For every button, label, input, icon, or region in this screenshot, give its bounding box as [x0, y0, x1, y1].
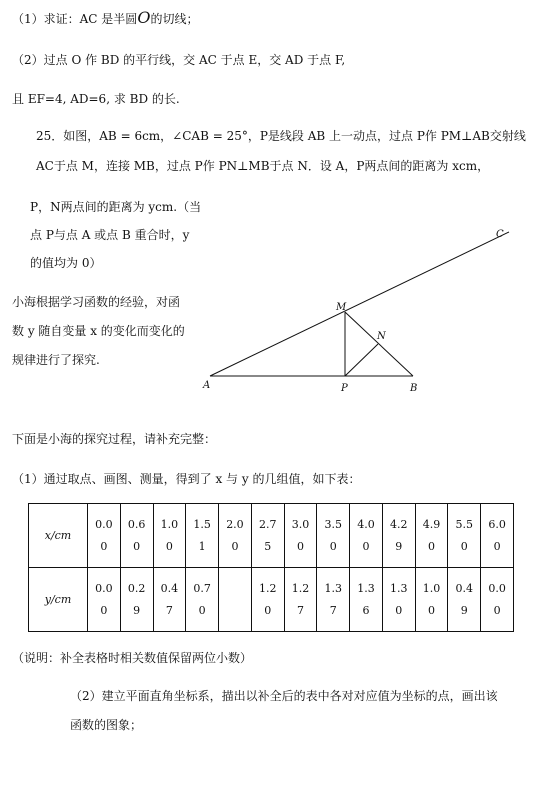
cell-digits-top: 1.3 — [357, 581, 375, 595]
table-cell — [219, 504, 252, 568]
cell-digits-top: 0.4 — [160, 581, 179, 595]
cell-digits-bottom: 6 — [362, 603, 370, 617]
q2-line1: （2）过点 O 作 BD 的平行线，交 AC 于点 E，交 AD 于点 F, — [12, 53, 346, 67]
geometry-figure — [200, 225, 520, 400]
cell-digits-bottom: 0 — [428, 539, 436, 553]
table-cell — [448, 568, 481, 632]
circle-letter: O — [137, 8, 151, 27]
cell-digits-bottom: 7 — [296, 603, 304, 617]
cell-digits-top: 0.0 — [95, 581, 113, 595]
p25-line5: 的值均为 0） — [30, 256, 102, 270]
table-cell — [120, 504, 153, 568]
table-cell — [284, 504, 317, 568]
cell-digits-top: 0.0 — [95, 517, 113, 531]
p25-line8: 规律进行了探究. — [12, 353, 100, 367]
cell-digits-bottom: 7 — [329, 603, 337, 617]
cell-digits-bottom: 5 — [264, 539, 272, 553]
cell-digits-bottom: 0 — [231, 539, 239, 553]
table-cell — [219, 568, 252, 632]
table-cell — [350, 504, 383, 568]
table-row-x — [29, 504, 514, 568]
cell-digits-bottom: 0 — [362, 539, 370, 553]
q1-text: （1）求证：AC 是半圆 — [12, 12, 138, 26]
label-n: N — [377, 331, 386, 342]
table-cell — [415, 504, 448, 568]
cell-digits-top: 2.7 — [258, 517, 277, 531]
p25-line6: 小海根据学习函数的经验，对函 — [12, 295, 181, 309]
q2b-line2: 函数的图象； — [70, 718, 143, 732]
xy-table — [28, 503, 514, 632]
cell-digits-top: 6.0 — [488, 517, 506, 531]
table-cell — [284, 568, 317, 632]
cell-digits-top: 4.9 — [422, 517, 441, 531]
p25-line7: 数 y 随自变量 x 的变化而变化的 — [12, 324, 185, 338]
p25-line3: P，N两点间的距离为 ycm.（当 — [30, 200, 202, 214]
ray-ac — [210, 232, 509, 376]
cell-digits-bottom: 0 — [460, 539, 468, 553]
cell-digits-top: 1.0 — [160, 517, 179, 531]
table-cell — [186, 504, 219, 568]
table-cell — [153, 504, 186, 568]
cell-digits-top: 4.0 — [357, 517, 375, 531]
table-cell — [481, 568, 514, 632]
segment-pn — [345, 344, 378, 376]
label-p: P — [341, 383, 348, 394]
cell-digits-top: 1.5 — [193, 517, 211, 531]
x-header: x/cm — [29, 504, 88, 568]
label-b: B — [410, 383, 418, 394]
cell-digits-bottom: 0 — [100, 539, 108, 553]
cell-digits-bottom: 9 — [395, 539, 403, 553]
p25-line2: AC于点 M，连接 MB，过点 P作 PN⊥MB于点 N．设 A，P两点间的距离为 xcm， — [36, 159, 490, 173]
cell-digits-top: 4.2 — [390, 517, 408, 531]
table-cell — [186, 568, 219, 632]
cell-digits-bottom: 0 — [198, 603, 206, 617]
table-cell — [251, 504, 284, 568]
cell-digits-top: 0.6 — [127, 517, 146, 531]
p25-line1: 25．如图，AB = 6cm，∠CAB = 25°，P是线段 AB 上一动点，过点 P作 PM⊥AB交射线 — [36, 129, 526, 143]
cell-digits-top: 5.5 — [455, 517, 474, 531]
cell-digits-bottom: 0 — [329, 539, 337, 553]
p25-line10: （1）通过取点、画图、测量，得到了 x 与 y 的几组值，如下表： — [12, 472, 361, 486]
cell-digits-top: 0.0 — [488, 581, 506, 595]
table-cell — [350, 568, 383, 632]
q2b-line1: （2）建立平面直角坐标系，描出以补全后的表中各对对应值为坐标的点，画出该 — [70, 689, 498, 703]
cell-digits-bottom: 0 — [165, 539, 173, 553]
table-cell — [382, 568, 415, 632]
cell-digits-top: 2.0 — [226, 517, 244, 531]
cell-digits-bottom: 0 — [493, 539, 501, 553]
table-cell — [317, 504, 350, 568]
q2-line2: 且 EF=4, AD=6, 求 BD 的长. — [12, 92, 180, 106]
note: （说明：补全表格时相关数值保留两位小数） — [12, 651, 253, 665]
cell-digits-bottom: 0 — [133, 539, 141, 553]
table-cell — [120, 568, 153, 632]
cell-digits-top: 0.7 — [193, 581, 211, 595]
cell-digits-bottom: 9 — [133, 603, 141, 617]
table-cell — [251, 568, 284, 632]
table-cell — [317, 568, 350, 632]
cell-digits-bottom: 9 — [460, 603, 468, 617]
cell-digits-bottom: 1 — [198, 539, 206, 553]
table-cell — [448, 504, 481, 568]
cell-digits-bottom: 7 — [165, 603, 173, 617]
q1-text-end: 的切线； — [150, 12, 199, 26]
cell-digits-top: 3.0 — [291, 517, 310, 531]
cell-digits-top: 1.0 — [422, 581, 441, 595]
label-c: C — [496, 229, 504, 240]
cell-digits-bottom: 0 — [264, 603, 272, 617]
p25-line9: 下面是小海的探究过程，请补充完整： — [12, 432, 217, 446]
cell-digits-top: 0.2 — [127, 581, 146, 595]
table-row-y — [29, 568, 514, 632]
cell-digits-top: 1.2 — [291, 581, 310, 595]
table-cell — [153, 568, 186, 632]
cell-digits-bottom: 0 — [428, 603, 436, 617]
cell-digits-top: 0.4 — [455, 581, 474, 595]
p25-line4: 点 P与点 A 或点 B 重合时，y — [30, 228, 190, 242]
cell-digits-bottom: 0 — [395, 603, 403, 617]
cell-digits-bottom: 0 — [296, 539, 304, 553]
cell-digits-bottom: 0 — [100, 603, 108, 617]
table-cell — [481, 504, 514, 568]
table-cell — [88, 568, 121, 632]
q1-line — [12, 10, 198, 27]
table-cell — [382, 504, 415, 568]
cell-digits-top: 1.3 — [390, 581, 408, 595]
cell-digits-top: 1.3 — [324, 581, 342, 595]
cell-digits-top: 3.5 — [324, 517, 342, 531]
cell-digits-top: 1.2 — [258, 581, 277, 595]
table-cell — [88, 504, 121, 568]
label-a: A — [203, 380, 211, 391]
label-m: M — [336, 302, 347, 313]
y-header: y/cm — [29, 568, 88, 632]
cell-digits-bottom: 0 — [493, 603, 501, 617]
table-cell — [415, 568, 448, 632]
